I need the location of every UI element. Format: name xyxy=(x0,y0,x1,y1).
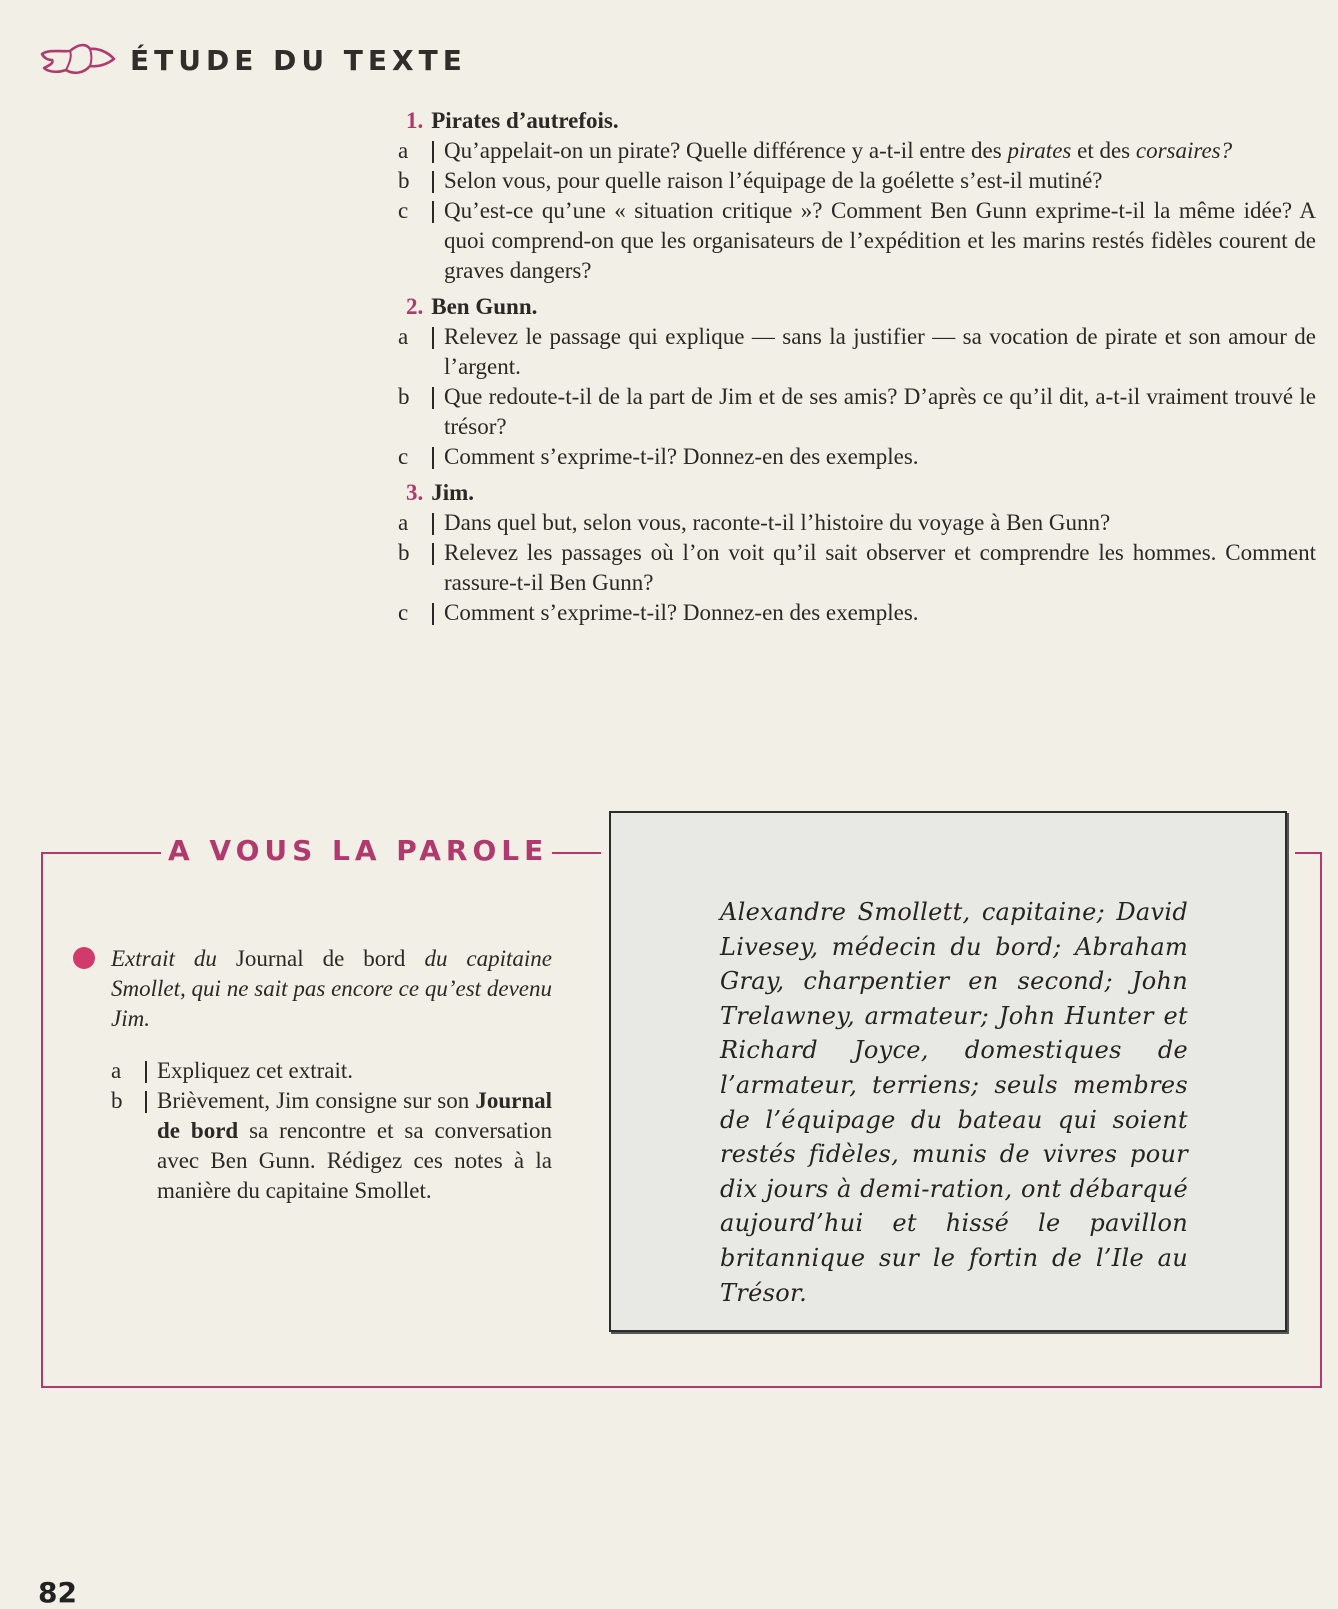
question-bar xyxy=(428,538,444,598)
study-questions xyxy=(398,106,1316,634)
task-text xyxy=(157,1086,552,1206)
section-title: Ben Gunn. xyxy=(431,294,538,319)
question-bar xyxy=(428,196,444,286)
question xyxy=(398,538,1316,598)
extract-italic: Extrait du xyxy=(111,946,217,971)
section-number: 3. xyxy=(406,480,424,505)
question xyxy=(398,136,1316,166)
question-text: Relevez les passages où l’on voit qu’il sait observer et comprendre les hommes. Comment rassure-t-il Ben Gunn? xyxy=(444,540,1316,595)
question-bar xyxy=(428,382,444,442)
question-text: Dans quel but, selon vous, raconte-t-il l’histoire du voyage à Ben Gunn? xyxy=(444,510,1111,535)
question-text: Que redoute-t-il de la part de Jim et de ses amis? D’après ce qu’il dit, a-t-il vraiment trouvé le trésor? xyxy=(444,384,1316,439)
parole-title: A VOUS LA PAROLE xyxy=(164,834,552,867)
question-letter: a xyxy=(398,510,409,535)
bullet-dot xyxy=(73,947,95,969)
question-bar xyxy=(428,598,444,628)
parole-box-top-left xyxy=(41,852,161,854)
task-text: Expliquez cet extrait. xyxy=(157,1058,354,1083)
extract-italic: du capitaine Smollet, qui ne sait pas encore ce qu’est devenu Jim. xyxy=(111,946,553,1031)
task-bar xyxy=(141,1056,157,1086)
parole-tasks xyxy=(111,1056,552,1206)
section-ben-gunn xyxy=(398,292,1316,472)
question xyxy=(398,196,1316,286)
question xyxy=(398,442,1316,472)
section-heading xyxy=(398,292,1316,322)
question-text: Comment s’exprime-t-il? Donnez-en des exemples. xyxy=(444,600,919,625)
question-bar xyxy=(428,322,444,382)
task-text-part: sa rencontre et sa conversation avec Ben Gunn. Rédigez ces notes à la manière du capitaine Smollet. xyxy=(157,1118,552,1203)
extract-intro xyxy=(111,944,552,1034)
question-bar xyxy=(428,136,444,166)
question-bar xyxy=(428,442,444,472)
question-text: Comment s’exprime-t-il? Donnez-en des exemples. xyxy=(444,444,919,469)
section-number: 2. xyxy=(406,294,424,319)
question-bar xyxy=(428,508,444,538)
page-title: ÉTUDE DU TEXTE xyxy=(130,43,467,77)
task-bold: Journal de bord xyxy=(157,1088,552,1143)
question xyxy=(398,508,1316,538)
question-text-part: Qu’appelait-on un pirate? Quelle différence y a-t-il entre des xyxy=(444,138,1008,163)
question-letter: b xyxy=(398,540,410,565)
question xyxy=(398,166,1316,196)
question xyxy=(398,322,1316,382)
section-heading xyxy=(398,106,1316,136)
question-bar xyxy=(428,166,444,196)
section-number: 1. xyxy=(406,108,424,133)
extract-journal-title: Journal de bord xyxy=(235,946,406,971)
journal-handwritten-text: Alexandre Smollett, capitaine; David Livesey, médecin du bord; Abraham Gray, charpentier en second; John Trelawney, armateur; John Hunter et Richard Joyce, domestiques de l’armateur, terriens; seuls membres de l’équipage du bateau qui soient restés fidèles, munis de vivres pour dix jours à demi-ration, ont débarqué aujourd’hui et hissé le pavillon britannique sur le fortin de l’Ile au Trésor. xyxy=(720,898,1188,1307)
task-item xyxy=(111,1056,552,1086)
section-heading xyxy=(398,478,1316,508)
task-letter: a xyxy=(111,1058,122,1083)
question-letter: a xyxy=(398,324,409,349)
question-letter: b xyxy=(398,168,410,193)
question xyxy=(398,382,1316,442)
question-letter: b xyxy=(398,384,410,409)
task-letter: b xyxy=(111,1088,123,1113)
question-text-part: et des xyxy=(1071,138,1136,163)
question-text xyxy=(444,136,1316,166)
hand-pointer-icon xyxy=(40,40,116,80)
section-title: Jim. xyxy=(431,480,475,505)
question xyxy=(398,598,1316,628)
question-letter: c xyxy=(398,198,409,223)
task-item xyxy=(111,1086,552,1206)
section-header xyxy=(40,40,467,80)
question-italic: pirates xyxy=(1007,138,1072,163)
question-letter: c xyxy=(398,444,409,469)
task-text-part: Brièvement, Jim consigne sur son xyxy=(157,1088,476,1113)
question-letter: a xyxy=(398,138,409,163)
section-jim xyxy=(398,478,1316,628)
parole-box-top-right xyxy=(1295,852,1320,854)
question-text: Selon vous, pour quelle raison l’équipage de la goélette s’est-il mutiné? xyxy=(444,168,1103,193)
page-number: 82 xyxy=(38,1576,77,1609)
section-pirates xyxy=(398,106,1316,286)
question-letter: c xyxy=(398,600,409,625)
section-title: Pirates d’autrefois. xyxy=(431,108,619,133)
question-italic: corsaires? xyxy=(1135,138,1233,163)
question-text: Qu’est-ce qu’une « situation critique »? Comment Ben Gunn exprime-t-il la même idée? A quoi comprend-on que les organisateurs de l’expédition et les marins restés fidèles courent de graves dangers? xyxy=(444,198,1316,283)
task-bar xyxy=(141,1086,157,1206)
question-text: Relevez le passage qui explique — sans la justifier — sa vocation de pirate et son amour de l’argent. xyxy=(444,324,1316,379)
